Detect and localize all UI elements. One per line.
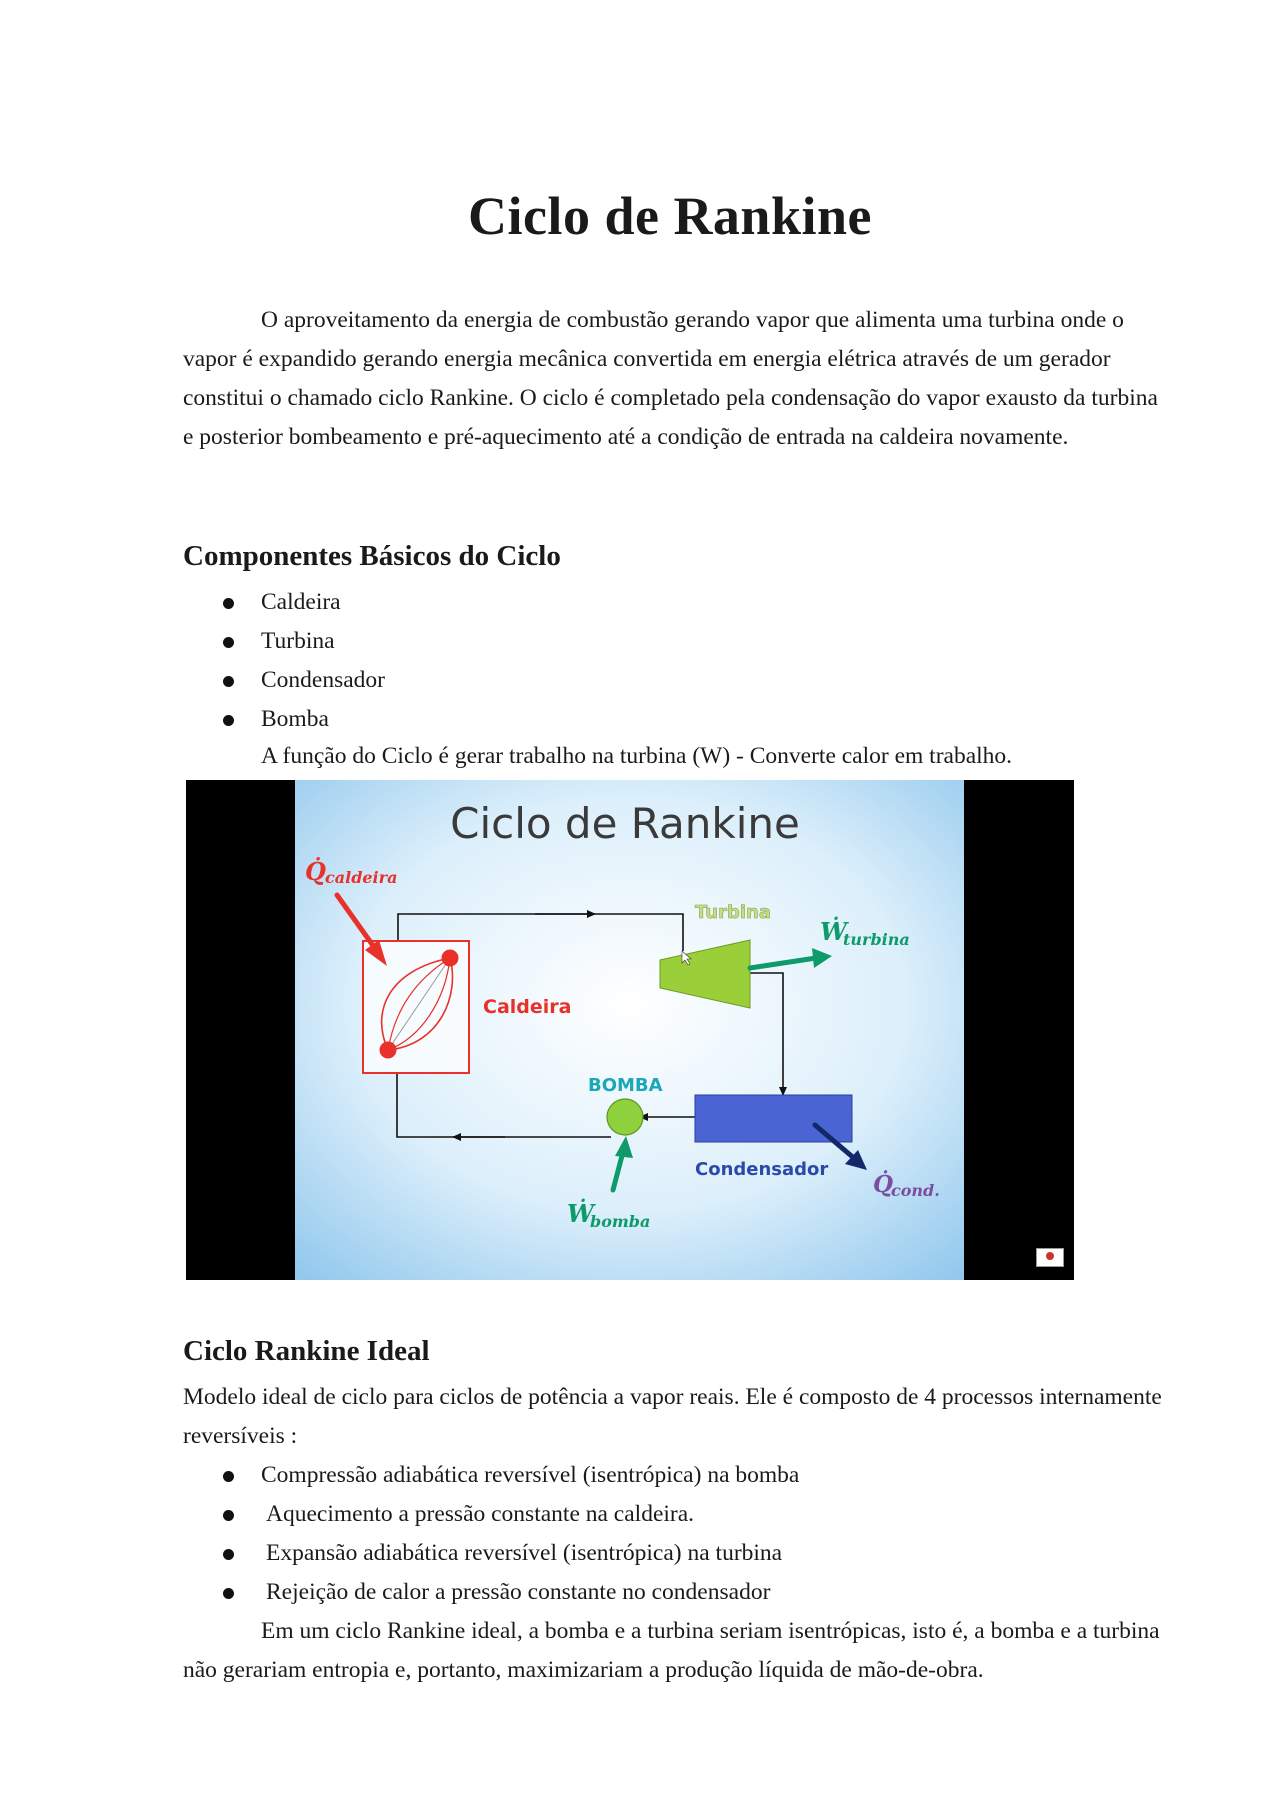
list-item: Rejeição de calor a pressão constante no condensador [183, 1573, 799, 1612]
processes-list [183, 1456, 799, 1612]
list-item: Expansão adiabática reversível (isentrópica) na turbina [183, 1534, 799, 1573]
function-text: A função do Ciclo é gerar trabalho na turbina (W) - Converte calor em trabalho. [261, 743, 1013, 769]
components-list [183, 583, 385, 739]
channel-logo-icon[interactable] [1036, 1248, 1064, 1267]
video-frame[interactable] [186, 780, 1074, 1280]
bullet-icon [223, 637, 234, 648]
bomba-label: BOMBA [588, 1075, 663, 1096]
bullet-icon [223, 715, 234, 726]
w-bomba-symbol: Ẇ [567, 1199, 594, 1228]
rankine-diagram [295, 780, 964, 1280]
list-item: Caldeira [183, 583, 385, 622]
diagram-title: Ciclo de Rankine [450, 799, 800, 848]
condensador-label: Condensador [695, 1159, 829, 1180]
w-turbina-symbol: Ẇ [820, 917, 847, 946]
list-item: Compressão adiabática reversível (isentrópica) na bomba [183, 1456, 799, 1495]
ideal-heading: Ciclo Rankine Ideal [183, 1335, 430, 1367]
list-item: Condensador [183, 661, 385, 700]
caldeira-node-top [442, 950, 459, 967]
closing-paragraph: Em um ciclo Rankine ideal, a bomba e a turbina seriam isentrópicas, isto é, a bomba e a turbina não gerariam entropia e, portanto, maximizariam a produção líquida de mão-de-obra. [183, 1618, 1160, 1683]
w-bomba-subscript: bomba [590, 1212, 651, 1231]
list-item: Aquecimento a pressão constante na caldeira. [183, 1495, 799, 1534]
q-cond-subscript: cond. [891, 1181, 940, 1200]
page-title: Ciclo de Rankine [467, 186, 873, 246]
q-caldeira-symbol: Q̇ [305, 857, 326, 886]
caldeira-label: Caldeira [483, 996, 572, 1018]
list-item: Bomba [183, 700, 385, 739]
bullet-icon [223, 1549, 234, 1560]
bullet-icon [223, 1588, 234, 1599]
turbina-label: Turbina [695, 902, 772, 923]
ideal-intro: Modelo ideal de ciclo para ciclos de potência a vapor reais. Ele é composto de 4 processos internamente reversíveis : [183, 1384, 1162, 1449]
w-turbina-subscript: turbina [843, 930, 910, 949]
caldeira-node-bottom [380, 1042, 397, 1059]
q-cond-symbol: Q̇ [873, 1171, 894, 1198]
intro-paragraph: O aproveitamento da energia de combustão gerando vapor que alimenta uma turbina onde o vapor é expandido gerando energia mecânica convertida em energia elétrica através de um gerador constitui o chamado ciclo Rankine. O ciclo é completado pela condensação do vapor exausto da turbina e posterior bombeamento e pré-aquecimento até a condição de entrada na caldeira novamente. [183, 307, 1158, 450]
components-heading: Componentes Básicos do Ciclo [183, 540, 561, 572]
q-caldeira-subscript: caldeira [325, 868, 398, 887]
list-item: Turbina [183, 622, 385, 661]
bullet-icon [223, 1471, 234, 1482]
bullet-icon [223, 1510, 234, 1521]
bullet-icon [223, 676, 234, 687]
bomba-circle [607, 1099, 643, 1135]
bullet-icon [223, 598, 234, 609]
